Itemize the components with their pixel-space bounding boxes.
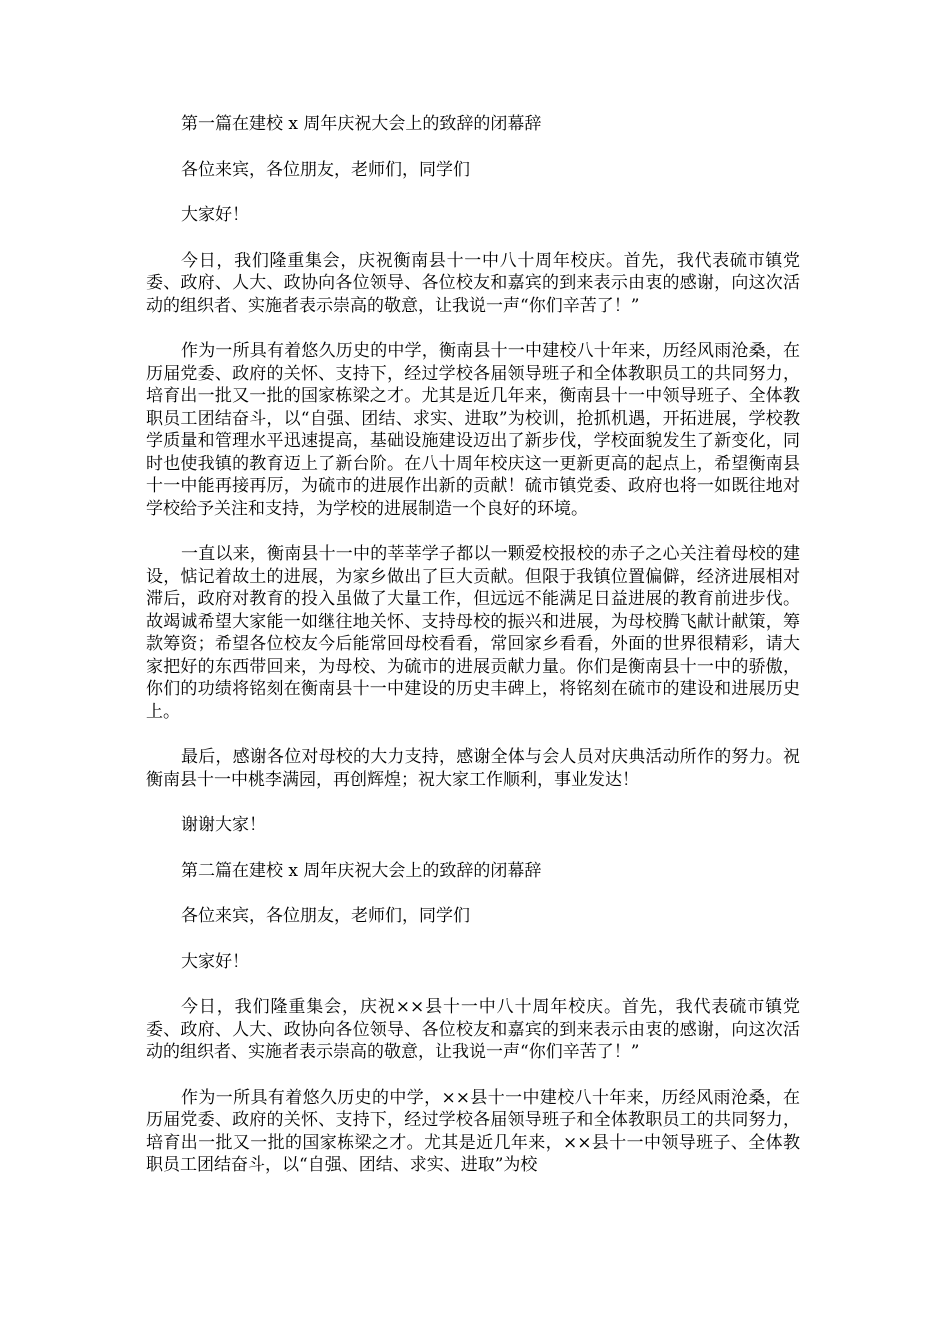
first-speech-title: 第一篇在建校 x 周年庆祝大会上的致辞的闭幕辞	[181, 114, 542, 134]
second-speech-title: 第二篇在建校 x 周年庆祝大会上的致辞的闭幕辞	[181, 860, 542, 881]
body-paragraph: 今日，我们隆重集会，庆祝衡南县十一中八十周年校庆。首先，我代表硫市镇党委、政府、人大、政协向各位领导、各位校友和嘉宾的到来表示由衷的感谢，向这次活动的组织者、实施者表示崇高的敬意，让我说一声“你们辛苦了！”	[146, 250, 800, 316]
thanks-line: 谢谢大家！	[181, 815, 266, 835]
body-paragraph: 一直以来，衡南县十一中的莘莘学子都以一颗爱校报校的赤子之心关注着母校的建设，惦记着故土的进展，为家乡做出了巨大贡献。但限于我镇位置偏僻，经济进展相对滞后，政府对教育的投入虽做了大量工作，但远远不能满足日益进展的教育前进步伐。故竭诚希望大家能一如继往地关怀、支持母校的振兴和进展，为母校腾飞献计献策，筹款筹资；希望各位校友今后能常回母校看看，常回家乡看看，外面的世界很精彩，请大家把好的东西带回来，为母校、为硫市的进展贡献力量。你们是衡南县十一中的骄傲，你们的功绩将铭刻在衡南县十一中建设的历史丰碑上，将铭刻在硫市的建设和进展历史上。	[146, 544, 800, 722]
document-body	[146, 113, 800, 1200]
greeting: 大家好！	[181, 951, 249, 972]
body-paragraph: 今日，我们隆重集会，庆祝××县十一中八十周年校庆。首先，我代表硫市镇党委、政府、人大、政协向各位领导、各位校友和嘉宾的到来表示由衷的感谢，向这次活动的组织者、实施者表示崇高的敬意，让我说一声“你们辛苦了！”	[146, 997, 800, 1062]
closing-paragraph: 最后，感谢各位对母校的大力支持，感谢全体与会人员对庆典活动所作的努力。祝衡南县十一中桃李满园，再创辉煌；祝大家工作顺利，事业发达！	[146, 747, 800, 790]
body-paragraph: 作为一所具有着悠久历史的中学，××县十一中建校八十年来，历经风雨沧桑，在历届党委、政府的关怀、支持下，经过学校各届领导班子和全体教职员工的共同努力，培育出一批又一批的国家栋梁之才。尤其是近几年来，××县十一中领导班子、全体教职员工团结奋斗，以“自强、团结、求实、进取”为校	[146, 1087, 800, 1175]
greeting: 大家好！	[181, 205, 249, 225]
body-paragraph: 作为一所具有着悠久历史的中学，衡南县十一中建校八十年来，历经风雨沧桑，在历届党委、政府的关怀、支持下，经过学校各届领导班子和全体教职员工的共同努力，培育出一批又一批的国家栋梁之才。尤其是近几年来，衡南县十一中领导班子、全体教职员工团结奋斗，以“自强、团结、求实、进取”为校训，抢抓机遇，开拓进展，学校教学质量和管理水平迅速提高，基础设施建设迈出了新步伐，学校面貌发生了新变化，同时也使我镇的教育迈上了新台阶。在八十周年校庆这一更新更高的起点上，希望衡南县十一中能再接再厉，为硫市的进展作出新的贡献！硫市镇党委、政府也将一如既往地对学校给予关注和支持，为学校的进展制造一个良好的环境。	[146, 341, 800, 519]
salutation: 各位来宾，各位朋友，老师们，同学们	[181, 159, 470, 180]
salutation: 各位来宾，各位朋友，老师们，同学们	[181, 906, 470, 926]
